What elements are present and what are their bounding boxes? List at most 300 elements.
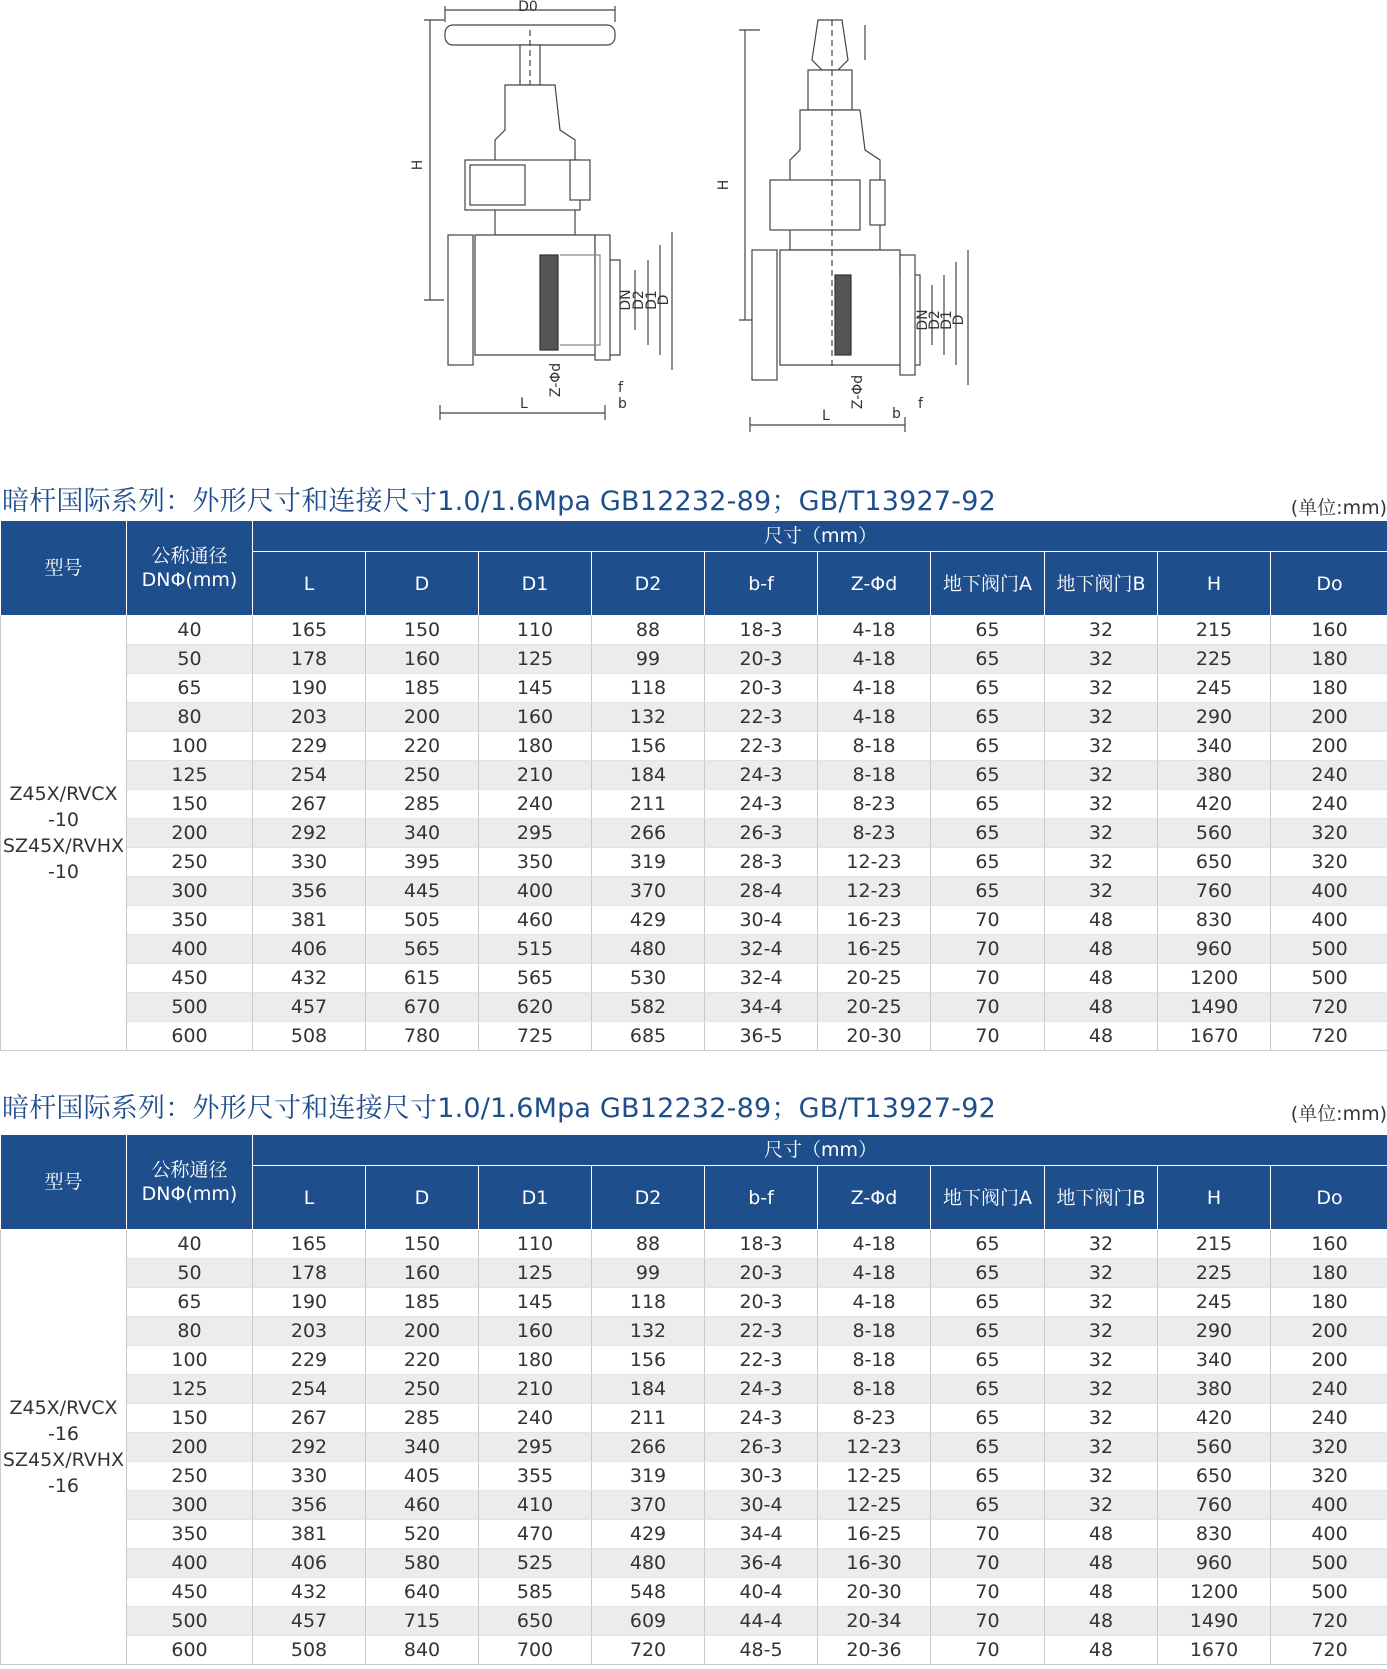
value-cell: 32: [1045, 790, 1158, 819]
value-cell: 8-18: [818, 1375, 931, 1404]
value-cell: 200: [366, 1317, 479, 1346]
col-header-a: 地下阀门A: [931, 552, 1045, 616]
dimension-group-header: 尺寸（mm）: [253, 1135, 1387, 1166]
drawing-label-h-right: H: [716, 179, 732, 191]
value-cell: 4-18: [818, 616, 931, 645]
left-valve-view: [410, 0, 672, 420]
value-cell: 650: [1158, 848, 1271, 877]
value-cell: 760: [1158, 877, 1271, 906]
dn-cell: 450: [127, 1578, 253, 1607]
value-cell: 70: [931, 1520, 1045, 1549]
dn-cell: 50: [127, 1259, 253, 1288]
value-cell: 32: [1045, 1346, 1158, 1375]
value-cell: 150: [366, 616, 479, 645]
value-cell: 615: [366, 964, 479, 993]
value-cell: 65: [931, 848, 1045, 877]
value-cell: 65: [931, 703, 1045, 732]
drawing-label-l-left: L: [520, 396, 528, 412]
table-row: [1, 877, 1387, 906]
value-cell: 22-3: [705, 1317, 818, 1346]
col-header-do: Do: [1271, 552, 1387, 616]
value-cell: 203: [253, 1317, 366, 1346]
value-cell: 65: [931, 1375, 1045, 1404]
dn-cell: 500: [127, 1607, 253, 1636]
value-cell: 99: [592, 1259, 705, 1288]
value-cell: 125: [479, 1259, 592, 1288]
value-cell: 254: [253, 1375, 366, 1404]
table-row: [1, 732, 1387, 761]
value-cell: 420: [1158, 1404, 1271, 1433]
value-cell: 32: [1045, 1462, 1158, 1491]
value-cell: 22-3: [705, 703, 818, 732]
value-cell: 406: [253, 1549, 366, 1578]
value-cell: 48: [1045, 1549, 1158, 1578]
value-cell: 118: [592, 1288, 705, 1317]
dn-cell: 250: [127, 1462, 253, 1491]
table-row: [1, 1549, 1387, 1578]
value-cell: 18-3: [705, 1230, 818, 1259]
col-header-b: 地下阀门B: [1045, 1166, 1158, 1230]
value-cell: 32: [1045, 819, 1158, 848]
value-cell: 48: [1045, 993, 1158, 1022]
table-row: [1, 1578, 1387, 1607]
drawing-label-zd-right: Z-Φd: [850, 374, 866, 410]
value-cell: 40-4: [705, 1578, 818, 1607]
value-cell: 32: [1045, 761, 1158, 790]
value-cell: 200: [1271, 1346, 1387, 1375]
value-cell: 715: [366, 1607, 479, 1636]
value-cell: 320: [1271, 1433, 1387, 1462]
value-cell: 32: [1045, 1433, 1158, 1462]
table-row: [1, 848, 1387, 877]
dn-cell: 400: [127, 935, 253, 964]
table-row: [1, 1346, 1387, 1375]
dn-cell: 65: [127, 1288, 253, 1317]
table-row: [1, 1433, 1387, 1462]
drawing-label-b-right: b: [892, 406, 901, 422]
value-cell: 295: [479, 1433, 592, 1462]
table-row: [1, 1462, 1387, 1491]
value-cell: 432: [253, 964, 366, 993]
drawing-label-dn-left: DN: [618, 289, 634, 311]
dn-cell: 250: [127, 848, 253, 877]
value-cell: 720: [1271, 993, 1387, 1022]
value-cell: 240: [1271, 1375, 1387, 1404]
value-cell: 266: [592, 1433, 705, 1462]
table-1-unit: (单位:mm): [1290, 497, 1387, 519]
value-cell: 18-3: [705, 616, 818, 645]
value-cell: 8-18: [818, 732, 931, 761]
value-cell: 640: [366, 1578, 479, 1607]
value-cell: 320: [1271, 1462, 1387, 1491]
value-cell: 65: [931, 1433, 1045, 1462]
value-cell: 292: [253, 819, 366, 848]
col-header-d2: D2: [592, 552, 705, 616]
value-cell: 32: [1045, 616, 1158, 645]
value-cell: 1670: [1158, 1636, 1271, 1665]
value-cell: 65: [931, 1491, 1045, 1520]
value-cell: 48: [1045, 964, 1158, 993]
dn-cell: 450: [127, 964, 253, 993]
value-cell: 400: [1271, 906, 1387, 935]
table-row: [1, 1317, 1387, 1346]
value-cell: 406: [253, 935, 366, 964]
value-cell: 32: [1045, 848, 1158, 877]
value-cell: 184: [592, 761, 705, 790]
value-cell: 840: [366, 1636, 479, 1665]
value-cell: 156: [592, 1346, 705, 1375]
value-cell: 48: [1045, 1636, 1158, 1665]
value-cell: 180: [1271, 674, 1387, 703]
col-header-h: H: [1158, 552, 1271, 616]
value-cell: 620: [479, 993, 592, 1022]
value-cell: 830: [1158, 1520, 1271, 1549]
value-cell: 400: [1271, 1491, 1387, 1520]
dn-cell: 600: [127, 1636, 253, 1665]
value-cell: 960: [1158, 1549, 1271, 1578]
value-cell: 229: [253, 1346, 366, 1375]
value-cell: 210: [479, 1375, 592, 1404]
value-cell: 4-18: [818, 1230, 931, 1259]
value-cell: 370: [592, 1491, 705, 1520]
dn-header: 公称通径 DNΦ(mm): [127, 1135, 253, 1230]
value-cell: 16-23: [818, 906, 931, 935]
value-cell: 355: [479, 1462, 592, 1491]
value-cell: 565: [479, 964, 592, 993]
value-cell: 16-25: [818, 935, 931, 964]
value-cell: 400: [1271, 877, 1387, 906]
col-header-d2: D2: [592, 1166, 705, 1230]
value-cell: 32-4: [705, 935, 818, 964]
value-cell: 110: [479, 1230, 592, 1259]
value-cell: 160: [366, 645, 479, 674]
right-valve-view: [716, 20, 968, 432]
value-cell: 20-25: [818, 993, 931, 1022]
dn-cell: 40: [127, 1230, 253, 1259]
value-cell: 20-36: [818, 1636, 931, 1665]
col-header-d1: D1: [479, 552, 592, 616]
value-cell: 70: [931, 964, 1045, 993]
value-cell: 240: [1271, 790, 1387, 819]
col-header-l: L: [253, 552, 366, 616]
value-cell: 132: [592, 1317, 705, 1346]
value-cell: 340: [1158, 1346, 1271, 1375]
dn-cell: 500: [127, 993, 253, 1022]
col-header-a: 地下阀门A: [931, 1166, 1045, 1230]
value-cell: 330: [253, 1462, 366, 1491]
value-cell: 225: [1158, 1259, 1271, 1288]
value-cell: 34-4: [705, 993, 818, 1022]
col-header-l: L: [253, 1166, 366, 1230]
value-cell: 1670: [1158, 1022, 1271, 1051]
value-cell: 20-3: [705, 674, 818, 703]
value-cell: 400: [1271, 1520, 1387, 1549]
drawing-label-d-right: D: [951, 314, 967, 326]
dn-cell: 400: [127, 1549, 253, 1578]
value-cell: 340: [366, 1433, 479, 1462]
value-cell: 240: [479, 1404, 592, 1433]
model-cell: Z45X/RVCX -16 SZ45X/RVHX -16: [1, 1230, 127, 1665]
value-cell: 48: [1045, 906, 1158, 935]
dn-cell: 100: [127, 1346, 253, 1375]
drawing-label-b-left: b: [618, 396, 627, 412]
table-row: [1, 1375, 1387, 1404]
value-cell: 508: [253, 1022, 366, 1051]
value-cell: 720: [1271, 1607, 1387, 1636]
table-row: [1, 703, 1387, 732]
value-cell: 36-4: [705, 1549, 818, 1578]
table-row: [1, 1636, 1387, 1665]
value-cell: 830: [1158, 906, 1271, 935]
value-cell: 457: [253, 1607, 366, 1636]
table-row: [1, 1607, 1387, 1636]
drawing-label-d2-right: D2: [927, 310, 943, 330]
table-2-unit: (单位:mm): [1290, 1103, 1387, 1125]
value-cell: 180: [1271, 1259, 1387, 1288]
dn-cell: 125: [127, 761, 253, 790]
value-cell: 145: [479, 1288, 592, 1317]
value-cell: 48-5: [705, 1636, 818, 1665]
value-cell: 508: [253, 1636, 366, 1665]
value-cell: 4-18: [818, 1288, 931, 1317]
value-cell: 580: [366, 1549, 479, 1578]
value-cell: 370: [592, 877, 705, 906]
value-cell: 156: [592, 732, 705, 761]
value-cell: 65: [931, 1462, 1045, 1491]
table-row: [1, 645, 1387, 674]
value-cell: 32: [1045, 732, 1158, 761]
value-cell: 210: [479, 761, 592, 790]
value-cell: 30-3: [705, 1462, 818, 1491]
value-cell: 8-23: [818, 819, 931, 848]
value-cell: 4-18: [818, 645, 931, 674]
value-cell: 356: [253, 1491, 366, 1520]
table-row: [1, 1259, 1387, 1288]
dn-cell: 65: [127, 674, 253, 703]
value-cell: 65: [931, 1230, 1045, 1259]
value-cell: 180: [1271, 1288, 1387, 1317]
value-cell: 220: [366, 1346, 479, 1375]
value-cell: 65: [931, 1404, 1045, 1433]
value-cell: 160: [366, 1259, 479, 1288]
value-cell: 240: [479, 790, 592, 819]
value-cell: 65: [931, 790, 1045, 819]
value-cell: 215: [1158, 616, 1271, 645]
value-cell: 670: [366, 993, 479, 1022]
dn-cell: 40: [127, 616, 253, 645]
table-row: [1, 1520, 1387, 1549]
value-cell: 24-3: [705, 761, 818, 790]
value-cell: 180: [1271, 645, 1387, 674]
table-1-title: 暗杆国际系列：外形尺寸和连接尺寸1.0/1.6Mpa GB12232-89；GB/T13927-92: [2, 486, 996, 517]
dn-header: 公称通径 DNΦ(mm): [127, 521, 253, 616]
table-row: [1, 1404, 1387, 1433]
value-cell: 4-18: [818, 674, 931, 703]
col-header-do: Do: [1271, 1166, 1387, 1230]
col-header-b-f: b-f: [705, 552, 818, 616]
dn-cell: 50: [127, 645, 253, 674]
value-cell: 20-30: [818, 1022, 931, 1051]
value-cell: 88: [592, 1230, 705, 1259]
table-row: [1, 1491, 1387, 1520]
value-cell: 290: [1158, 703, 1271, 732]
value-cell: 395: [366, 848, 479, 877]
value-cell: 330: [253, 848, 366, 877]
table-row: [1, 1022, 1387, 1051]
table-row: [1, 906, 1387, 935]
model-header: 型号: [1, 1135, 127, 1230]
value-cell: 32: [1045, 645, 1158, 674]
value-cell: 515: [479, 935, 592, 964]
value-cell: 145: [479, 674, 592, 703]
value-cell: 32: [1045, 674, 1158, 703]
value-cell: 32: [1045, 1259, 1158, 1288]
value-cell: 780: [366, 1022, 479, 1051]
value-cell: 240: [1271, 761, 1387, 790]
table-row: [1, 761, 1387, 790]
drawing-label-d2-left: D2: [631, 290, 647, 310]
value-cell: 530: [592, 964, 705, 993]
value-cell: 319: [592, 1462, 705, 1491]
value-cell: 520: [366, 1520, 479, 1549]
value-cell: 445: [366, 877, 479, 906]
value-cell: 760: [1158, 1491, 1271, 1520]
value-cell: 185: [366, 674, 479, 703]
col-header-b: 地下阀门B: [1045, 552, 1158, 616]
value-cell: 65: [931, 645, 1045, 674]
col-header-z-d: Z-Φd: [818, 552, 931, 616]
value-cell: 700: [479, 1636, 592, 1665]
value-cell: 8-18: [818, 1317, 931, 1346]
value-cell: 582: [592, 993, 705, 1022]
drawing-label-h-left: H: [410, 159, 426, 171]
value-cell: 356: [253, 877, 366, 906]
value-cell: 132: [592, 703, 705, 732]
col-header-h: H: [1158, 1166, 1271, 1230]
value-cell: 28-3: [705, 848, 818, 877]
value-cell: 24-3: [705, 1404, 818, 1433]
value-cell: 160: [1271, 616, 1387, 645]
value-cell: 22-3: [705, 732, 818, 761]
value-cell: 190: [253, 1288, 366, 1317]
value-cell: 180: [479, 732, 592, 761]
value-cell: 48: [1045, 1520, 1158, 1549]
value-cell: 211: [592, 1404, 705, 1433]
value-cell: 28-4: [705, 877, 818, 906]
col-header-d1: D1: [479, 1166, 592, 1230]
value-cell: 12-25: [818, 1462, 931, 1491]
value-cell: 12-23: [818, 1433, 931, 1462]
table-row: [1, 1288, 1387, 1317]
table-2-title: 暗杆国际系列：外形尺寸和连接尺寸1.0/1.6Mpa GB12232-89；GB/T13927-92: [2, 1093, 996, 1124]
value-cell: 32: [1045, 1288, 1158, 1317]
value-cell: 720: [1271, 1022, 1387, 1051]
drawing-label-zd-left: Z-Φd: [548, 362, 564, 398]
value-cell: 12-23: [818, 877, 931, 906]
value-cell: 150: [366, 1230, 479, 1259]
value-cell: 32: [1045, 1375, 1158, 1404]
table-row: [1, 616, 1387, 645]
dn-cell: 125: [127, 1375, 253, 1404]
value-cell: 8-23: [818, 790, 931, 819]
value-cell: 165: [253, 1230, 366, 1259]
dn-cell: 80: [127, 1317, 253, 1346]
value-cell: 160: [479, 1317, 592, 1346]
value-cell: 267: [253, 790, 366, 819]
value-cell: 8-23: [818, 1404, 931, 1433]
value-cell: 34-4: [705, 1520, 818, 1549]
value-cell: 65: [931, 819, 1045, 848]
value-cell: 20-3: [705, 1288, 818, 1317]
value-cell: 229: [253, 732, 366, 761]
col-header-d: D: [366, 1166, 479, 1230]
value-cell: 410: [479, 1491, 592, 1520]
value-cell: 350: [479, 848, 592, 877]
spec-table-1: [0, 520, 1387, 1051]
value-cell: 16-25: [818, 1520, 931, 1549]
table-row: [1, 993, 1387, 1022]
value-cell: 560: [1158, 1433, 1271, 1462]
value-cell: 70: [931, 1022, 1045, 1051]
value-cell: 285: [366, 790, 479, 819]
dn-cell: 80: [127, 703, 253, 732]
dn-cell: 350: [127, 1520, 253, 1549]
value-cell: 429: [592, 906, 705, 935]
value-cell: 500: [1271, 1578, 1387, 1607]
value-cell: 160: [1271, 1230, 1387, 1259]
drawing-label-d1-right: D1: [939, 310, 955, 330]
value-cell: 70: [931, 935, 1045, 964]
value-cell: 381: [253, 1520, 366, 1549]
drawing-label-f-right: f: [918, 396, 923, 412]
value-cell: 960: [1158, 935, 1271, 964]
value-cell: 685: [592, 1022, 705, 1051]
value-cell: 585: [479, 1578, 592, 1607]
value-cell: 432: [253, 1578, 366, 1607]
value-cell: 118: [592, 674, 705, 703]
value-cell: 110: [479, 616, 592, 645]
value-cell: 720: [1271, 1636, 1387, 1665]
value-cell: 32: [1045, 877, 1158, 906]
value-cell: 245: [1158, 674, 1271, 703]
value-cell: 200: [366, 703, 479, 732]
value-cell: 32: [1045, 1230, 1158, 1259]
value-cell: 320: [1271, 819, 1387, 848]
value-cell: 1200: [1158, 1578, 1271, 1607]
value-cell: 65: [931, 674, 1045, 703]
drawing-label-d-left: D: [656, 294, 672, 306]
value-cell: 184: [592, 1375, 705, 1404]
value-cell: 380: [1158, 761, 1271, 790]
value-cell: 70: [931, 993, 1045, 1022]
dimension-group-header: 尺寸（mm）: [253, 521, 1387, 552]
value-cell: 48: [1045, 1578, 1158, 1607]
value-cell: 460: [479, 906, 592, 935]
value-cell: 70: [931, 1607, 1045, 1636]
value-cell: 380: [1158, 1375, 1271, 1404]
value-cell: 180: [479, 1346, 592, 1375]
value-cell: 203: [253, 703, 366, 732]
value-cell: 319: [592, 848, 705, 877]
dn-cell: 150: [127, 790, 253, 819]
value-cell: 420: [1158, 790, 1271, 819]
value-cell: 24-3: [705, 1375, 818, 1404]
value-cell: 70: [931, 906, 1045, 935]
value-cell: 88: [592, 616, 705, 645]
value-cell: 26-3: [705, 819, 818, 848]
value-cell: 65: [931, 1288, 1045, 1317]
value-cell: 48: [1045, 1607, 1158, 1636]
